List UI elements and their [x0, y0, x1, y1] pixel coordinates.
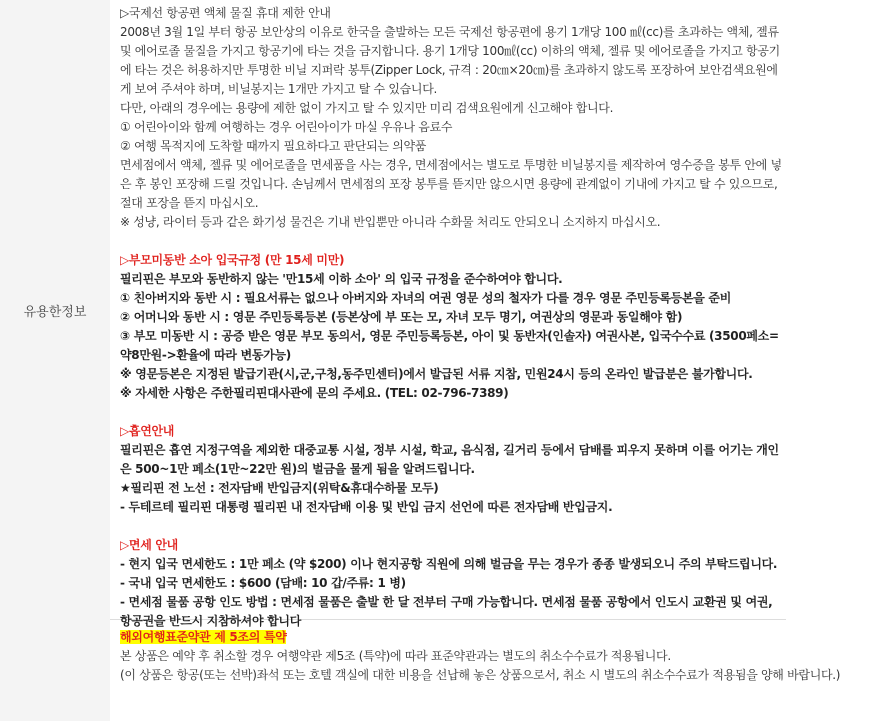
info-content	[110, 0, 786, 628]
dutyfree-item: - 현지 입국 면세한도 : 1만 페소 (약 $200) 이나 현지공항 직원에 의해 벌금을 무는 경우가 종종 발생되오니 주의 부탁드립니다.	[120, 557, 778, 571]
terms-content	[110, 620, 870, 721]
luggage-paragraph: 면세점에서 액체, 젤류 및 에어로졸을 면세품을 사는 경우, 면세점에서는 별도로 투명한 비닐봉지를 제작하여 영수증을 봉투 안에 넣은 후 봉인 포장해 드릴 것입니다. 손님께서 면세점의 포장 봉투를 뜯지만 않으시면 용량에 관계없이 기내에 가지고 탈 수 있으므로, 절대 포장을 뜯지 마십시오.	[120, 158, 782, 210]
dutyfree-item: - 면세점 물품 공항 인도 방법 : 면세점 물품은 출발 한 달 전부터 구매 가능합니다. 면세점 물품 공항에서 인도시 교환권 및 여권, 항공권을 반드시 지참하셔야 합니다	[120, 595, 773, 628]
terms-title: 해외여행표준약관 제 5조의 특약	[120, 630, 287, 644]
luggage-paragraph: 2008년 3월 1일 부터 항공 보안상의 이유로 한국을 출발하는 모든 국제선 항공편에 용기 1개당 100 ㎖(cc)를 초과하는 액체, 젤류 및 에어로졸 물질을 가지고 항공기에 타는 것을 금지합니다. 용기 1개당 100㎖(cc) 이하의 액체, 젤류 및 에어로졸을 가지고 항공기에 타는 것은 허용하지만 투명한 비닐 지퍼락 봉투(Zipper Lock, 규격 : 20㎝×20㎝)를 초과하지 않도록 포장하여 보안검색요원에게 보여 주셔야 하며, 비닐봉지는 1개만 가지고 탈 수 있습니다.	[120, 25, 780, 96]
minor-paragraph: 필리핀은 부모와 동반하지 않는 '만15세 이하 소아' 의 입국 규정을 준수하여야 합니다.	[120, 272, 563, 286]
terms-paragraph: 본 상품은 예약 후 취소할 경우 여행약관 제5조 (특약)에 따라 표준약관과는 별도의 취소수수료가 적용됩니다.	[120, 649, 671, 663]
smoking-paragraph: 필리핀은 흡연 지정구역을 제외한 대중교통 시설, 정부 시설, 학교, 음식점, 길거리 등에서 담배를 피우지 못하며 이를 어기는 개인은 500~1만 페소(1만~22만 원)의 벌금을 물게 됨을 알려드립니다.	[120, 443, 779, 476]
dutyfree-title: ▷면세 안내	[120, 538, 178, 552]
minor-title: ▷부모미동반 소아 입국규정 (만 15세 미만)	[120, 253, 345, 267]
luggage-title: ▷국제선 항공편 액체 물질 휴대 제한 안내	[120, 6, 331, 20]
minor-item: ① 친아버지와 동반 시 : 필요서류는 없으나 아버지와 자녀의 여권 영문 성의 철자가 다를 경우 영문 주민등록등본을 준비	[120, 291, 732, 305]
terms-row	[0, 620, 870, 721]
minor-item: ② 어머니와 동반 시 : 영문 주민등록등본 (등본상에 부 또는 모, 자녀 모두 명기, 여권상의 영문과 동일해야 함)	[120, 310, 683, 324]
smoking-item: - 두테르테 필리핀 대통령 필리핀 내 전자담배 이용 및 반입 금지 선언에 따른 전자담배 반입금지.	[120, 500, 613, 514]
dutyfree-item: - 국내 입국 면세한도 : $600 (담배: 10 갑/주류: 1 병)	[120, 576, 406, 590]
luggage-note: ※ 성냥, 라이터 등과 같은 화기성 물건은 기내 반입뿐만 아니라 수화물 처리도 안되오니 소지하지 마십시오.	[120, 215, 661, 229]
minor-note: ※ 자세한 사항은 주한필리핀대사관에 문의 주세요. (TEL: 02-796-7389)	[120, 386, 509, 400]
smoking-title: ▷흡연안내	[120, 424, 175, 438]
luggage-item: ① 어린아이와 함께 여행하는 경우 어린아이가 마실 우유나 음료수	[120, 120, 453, 134]
luggage-item: ② 여행 목적지에 도착할 때까지 필요하다고 판단되는 의약품	[120, 139, 427, 153]
minor-note: ※ 영문등본은 지정된 발급기관(시,군,구청,동주민센터)에서 발급된 서류 지참, 민원24시 등의 온라인 발급분은 불가합니다.	[120, 367, 753, 381]
luggage-paragraph: 다만, 아래의 경우에는 용량에 제한 없이 가지고 탈 수 있지만 미리 검색요원에게 신고해야 합니다.	[120, 101, 614, 115]
terms-paragraph: (이 상품은 항공(또는 선박)좌석 또는 호텔 객실에 대한 비용을 선납해 놓은 상품으로서, 취소 시 별도의 취소수수료가 적용됨을 양해 바랍니다.)	[120, 668, 841, 682]
row-label-empty	[0, 620, 110, 721]
smoking-item: ★필리핀 전 노선 : 전자담배 반입금지(위탁&휴대수하물 모두)	[120, 481, 439, 495]
minor-item: ③ 부모 미동반 시 : 공증 받은 영문 부모 동의서, 영문 주민등록등본, 아이 및 동반자(인솔자) 여권사본, 입국수수료 (3500페소=약8만원->환율에 따라 변동가능)	[120, 329, 779, 362]
row-label: 유용한정보	[0, 0, 110, 620]
